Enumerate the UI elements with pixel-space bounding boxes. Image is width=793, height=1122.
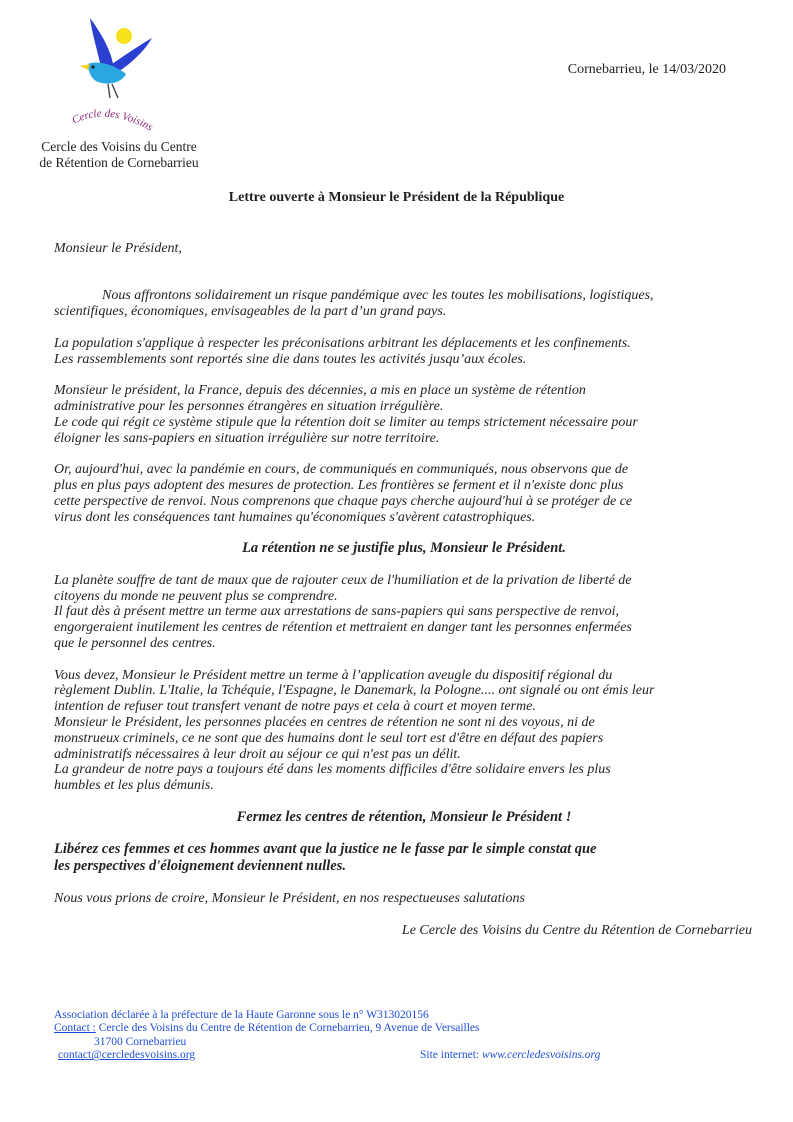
footer-registration: Association déclarée à la préfecture de la Haute Garonne sous le n° W313020156 bbox=[54, 1009, 429, 1021]
headline-close-centers: Fermez les centres de rétention, Monsieur le Président ! bbox=[236, 808, 572, 825]
headline-free-line-2: les perspectives d'éloignement deviennent nulles. bbox=[54, 858, 346, 875]
paragraph-5-line-2: citoyens du monde ne peuvent plus se comprendre. bbox=[54, 588, 338, 604]
paragraph-3-line-2: administrative pour les personnes étrangères en situation irrégulière. bbox=[54, 398, 444, 414]
paragraph-3-line-3: Le code qui régit ce système stipule que la rétention doit se limiter au temps strictement nécessaire pour bbox=[54, 414, 638, 430]
association-logo bbox=[60, 14, 172, 138]
headline-retention: La rétention ne se justifie plus, Monsieur le Président. bbox=[242, 540, 566, 557]
paragraph-6-line-6: administratifs nécessaires à leur droit au séjour ce qui n'est pas un délit. bbox=[54, 746, 461, 762]
organization-name bbox=[14, 139, 224, 171]
paragraph-4-line-1: Or, aujourd'hui, avec la pandémie en cours, de communiqués en communiqués, nous observons que de bbox=[54, 462, 629, 478]
paragraph-5-line-5: que le personnel des centres. bbox=[54, 635, 216, 651]
paragraph-5-line-4: engorgeraient inutilement les centres de rétention et mettraient en danger tant les personnes enfermées bbox=[54, 620, 632, 636]
letter-body bbox=[54, 241, 754, 938]
svg-text:Cercle des Voisins bbox=[70, 108, 154, 134]
paragraph-6-line-1: Vous devez, Monsieur le Président mettre un terme à l’application aveugle du dispositif régional du bbox=[54, 667, 613, 683]
footer-postal: 31700 Cornebarrieu bbox=[94, 1035, 187, 1048]
contact-address: Cercle des Voisins du Centre de Rétention de Cornebarrieu, 9 Avenue de Versailles bbox=[95, 1022, 480, 1035]
salutation: Monsieur le Président, bbox=[54, 241, 182, 256]
website bbox=[420, 1049, 600, 1062]
paragraph-4-line-4: virus dont les conséquences tant humaines qu'économiques s'avèrent catastrophiques. bbox=[54, 509, 536, 525]
paragraph-6-line-7: La grandeur de notre pays a toujours été dans les moments difficiles d'être solidaire envers les plus bbox=[54, 762, 611, 778]
contact-email-link[interactable]: contact@cercledesvoisins.org bbox=[58, 1049, 196, 1062]
letter-title: Lettre ouverte à Monsieur le Président de la République bbox=[228, 190, 565, 205]
site-label: Site internet bbox=[420, 1049, 476, 1062]
signature: Le Cercle des Voisins du Centre du Rétention de Cornebarrieu bbox=[401, 922, 752, 938]
paragraph-1-line-2: scientifiques, économiques, envisageables de la part d’un grand pays. bbox=[54, 304, 447, 320]
paragraph-6-line-2: règlement Dublin. L'Italie, la Tchéquie, l'Espagne, le Danemark, la Pologne.... ont signalé ou ont émis leur bbox=[54, 683, 655, 699]
paragraph-4-line-3: cette perspective de renvoi. Nous comprenons que chaque pays cherche aujourd'hui à se protéger de ce bbox=[54, 493, 633, 509]
org-line-1: Cercle des Voisins du Centre bbox=[41, 139, 197, 154]
footer-contact bbox=[54, 1022, 744, 1035]
headline-free-line-1: Libérez ces femmes et ces hommes avant que la justice ne le fasse par le simple constat que bbox=[54, 841, 597, 858]
website-link[interactable]: www.cercledesvoisins.org bbox=[481, 1049, 601, 1062]
paragraph-6-line-3: intention de refuser tout transfert venant de notre pays et cela à court et moyen terme. bbox=[54, 699, 536, 715]
org-line-2: de Rétention de Cornebarrieu bbox=[39, 155, 199, 170]
closing-formula: Nous vous prions de croire, Monsieur le Président, en nos respectueuses salutations bbox=[54, 891, 525, 907]
letter-date: Cornebarrieu, le 14/03/2020 bbox=[567, 62, 726, 77]
paragraph-6-line-5: monstrueux criminels, ce ne sont que des humains dont le seul tort est d'être en défaut des papiers bbox=[54, 730, 604, 746]
paragraph-1-line-1: Nous affrontons solidairement un risque pandémique avec les toutes les mobilisations, logistiques, bbox=[102, 288, 654, 304]
paragraph-2-line-2: Les rassemblements sont reportés sine die dans toutes les activités jusqu’aux écoles. bbox=[54, 351, 527, 367]
paragraph-3-line-4: éloigner les sans-papiers en situation irrégulière sur notre territoire. bbox=[54, 430, 440, 446]
logo-text: Cercle des Voisins bbox=[70, 107, 155, 134]
contact-label: Contact : bbox=[54, 1022, 96, 1035]
footer bbox=[54, 1009, 744, 1063]
bird-logo-icon bbox=[60, 14, 172, 138]
paragraph-5-line-1: La planète souffre de tant de maux que de rajouter ceux de l'humiliation et de la privation de liberté de bbox=[54, 572, 632, 588]
paragraph-4-line-2: plus en plus pays adoptent des mesures de protection. Les frontières se ferment et il n'existe donc plus bbox=[54, 477, 624, 493]
paragraph-6-line-8: humbles et les plus démunis. bbox=[54, 778, 214, 794]
paragraph-3-line-1: Monsieur le président, la France, depuis des décennies, a mis en place un système de rétention bbox=[54, 383, 586, 399]
paragraph-6-line-4: Monsieur le Président, les personnes placées en centres de rétention ne sont ni des voyous, ni de bbox=[54, 714, 595, 730]
paragraph-5-line-3: Il faut dès à présent mettre un terme aux arrestations de sans-papiers qui sans perspective de renvoi, bbox=[54, 604, 619, 620]
paragraph-2-line-1: La population s'applique à respecter les préconisations arbitrant les déplacements et les confinements. bbox=[54, 335, 631, 351]
site-separator: : bbox=[475, 1049, 482, 1062]
